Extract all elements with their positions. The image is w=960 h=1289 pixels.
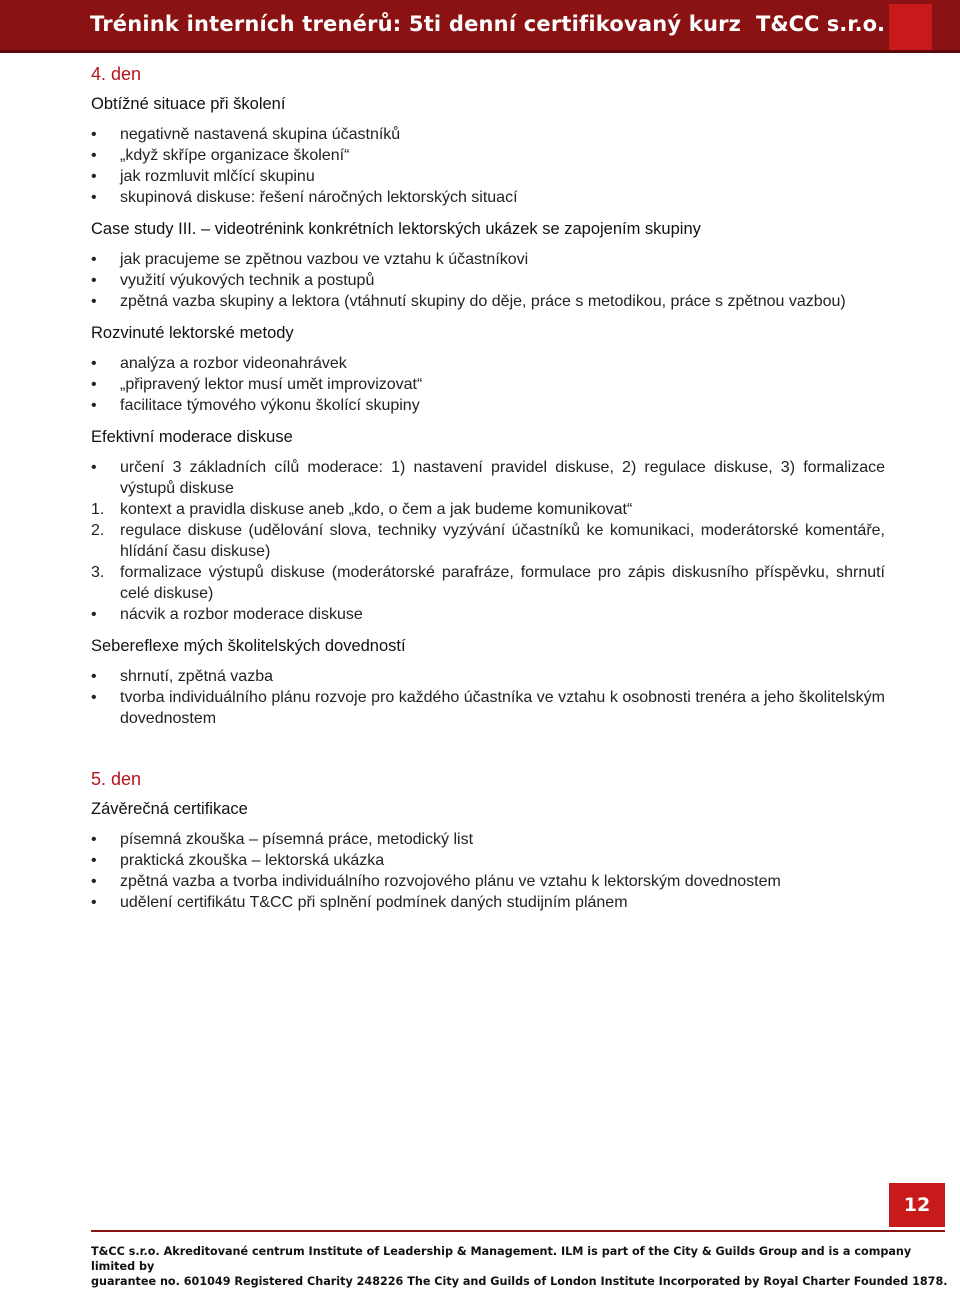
list-item: • využití výukových technik a postupů	[91, 270, 885, 291]
page-number: 12	[889, 1183, 945, 1227]
header-title: Trénink interních trenérů: 5ti denní certifikovaný kurz	[90, 12, 742, 36]
numbered-item	[91, 520, 885, 562]
list-item: • analýza a rozbor videonahrávek	[91, 353, 885, 374]
bullet-list	[91, 124, 885, 208]
list-item: • tvorba individuálního plánu rozvoje pro každého účastníka ve vztahu k osobnosti trenéra a jeho školitelským dovednostem	[91, 687, 885, 729]
list-item: • skupinová diskuse: řešení náročných lektorských situací	[91, 187, 885, 208]
section-heading-final-certification: Závěrečná certifikace	[91, 800, 248, 818]
section-heading-difficult-situations: Obtížné situace při školení	[91, 95, 286, 113]
bullet-list	[91, 353, 885, 416]
list-item: • udělení certifikátu T&CC při splnění podmínek daných studijním plánem	[91, 892, 885, 913]
list-item: • zpětná vazba a tvorba individuálního rozvojového plánu ve vztahu k lektorským dovednostem	[91, 871, 885, 892]
list-item: • písemná zkouška – písemná práce, metodický list	[91, 829, 885, 850]
item-number: 2.	[91, 522, 105, 539]
list-item: • jak pracujeme se zpětnou vazbou ve vztahu k účastníkovi	[91, 249, 885, 270]
day-4-heading: 4. den	[91, 64, 142, 84]
section-heading-self-reflection: Sebereflexe mých školitelských dovedností	[91, 637, 406, 655]
document-body	[91, 62, 885, 923]
bullet-list	[91, 249, 885, 312]
item-text: kontext a pravidla diskuse aneb „kdo, o čem a jak budeme komunikovat“	[120, 501, 633, 518]
footer-divider	[91, 1230, 945, 1232]
header-accent-tab	[889, 4, 932, 50]
list-item: • nácvik a rozbor moderace diskuse	[91, 604, 885, 625]
list-item: • „připravený lektor musí umět improvizovat“	[91, 374, 885, 395]
item-text: formalizace výstupů diskuse (moderátorské parafráze, formulace pro zápis diskusního příspěvku, shrnutí celé diskuse)	[120, 564, 885, 602]
section-heading-moderation: Efektivní moderace diskuse	[91, 428, 293, 446]
list-item: • určení 3 základních cílů moderace: 1) nastavení pravidel diskuse, 2) regulace diskuse, 3) formalizace výstupů diskuse	[91, 457, 885, 499]
day-5-heading: 5. den	[91, 769, 142, 789]
numbered-item	[91, 499, 885, 520]
footer-line: guarantee no. 601049 Registered Charity 248226 The City and Guilds of London Institute Incorporated by Royal Charter Founded 1878.	[91, 1275, 948, 1288]
bullet-list	[91, 604, 885, 625]
list-item: • jak rozmluvit mlčící skupinu	[91, 166, 885, 187]
header-company: T&CC s.r.o.	[756, 12, 885, 36]
section-heading-advanced-methods: Rozvinuté lektorské metody	[91, 324, 294, 342]
bullet-list	[91, 829, 885, 913]
item-number: 3.	[91, 564, 105, 581]
list-item: • praktická zkouška – lektorská ukázka	[91, 850, 885, 871]
numbered-list	[91, 499, 885, 604]
page-footer	[91, 1244, 951, 1289]
page-header	[0, 0, 960, 53]
spacer	[91, 739, 885, 767]
item-text: regulace diskuse (udělování slova, techniky vyzývání účastníků ke komunikaci, moderátorské komentáře, hlídání času diskuse)	[120, 522, 885, 560]
list-item: • shrnutí, zpětná vazba	[91, 666, 885, 687]
section-heading-case-study: Case study III. – videotrénink konkrétních lektorských ukázek se zapojením skupiny	[91, 220, 701, 238]
list-item: • „když skřípe organizace školení“	[91, 145, 885, 166]
footer-line: T&CC s.r.o. Akreditované centrum Institute of Leadership & Management. ILM is part of the City & Guilds Group and is a company limited by	[91, 1245, 912, 1273]
list-item: • zpětná vazba skupiny a lektora (vtáhnutí skupiny do děje, práce s metodikou, práce s zpětnou vazbou)	[91, 291, 885, 312]
list-item: • facilitace týmového výkonu školící skupiny	[91, 395, 885, 416]
bullet-list	[91, 666, 885, 729]
list-item: • negativně nastavená skupina účastníků	[91, 124, 885, 145]
bullet-list	[91, 457, 885, 499]
item-number: 1.	[91, 501, 105, 518]
numbered-item	[91, 562, 885, 604]
